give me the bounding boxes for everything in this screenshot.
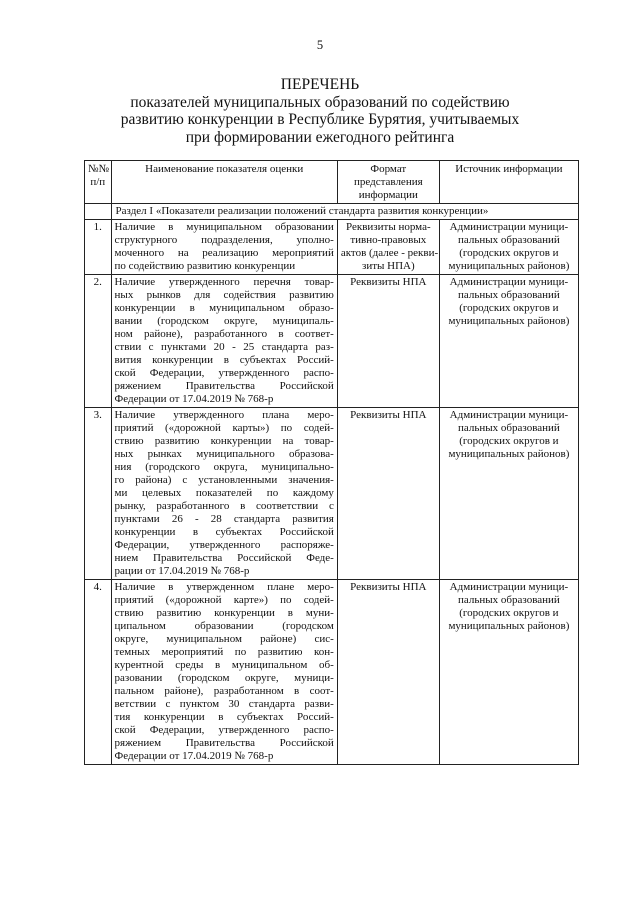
info-source [439,275,578,408]
header-format [337,161,439,204]
info-source-line: муниципальных районов) [448,315,570,327]
info-source-line: муниципальных районов) [448,448,570,460]
header-name-line: Наименование показателя оценки [145,163,304,175]
info-source-line: Администрации муници- [449,409,569,421]
table-row [85,220,579,275]
info-format [337,275,439,408]
indicator-name-line: ствию развитию конкуренции на товар- [114,435,334,447]
indicator-name-line: конкуренции в субъектах Российской [114,526,334,538]
title-line: показателей муниципальных образований по содействию [130,93,510,111]
header-source-line: Источник информации [455,163,563,175]
row-number: 4. [85,580,112,765]
indicator-name-line: го района) с установленными значения- [114,474,334,486]
indicator-name-line: ном районе), разработанного в соответ- [114,328,334,340]
header-format-line: Формат [370,163,407,175]
table-row [85,580,579,765]
indicator-name-line: по содействию развитию конкуренции [114,260,296,272]
info-source-line: Администрации муници- [449,581,569,593]
indicator-name [111,408,337,580]
header-num-line: №№ [88,163,109,175]
info-source-line: (городских округов и [459,607,559,619]
header-num [85,161,112,204]
indicator-name-line: ствии с пунктами 20 - 25 стандарта раз- [114,341,334,353]
title-line: ПЕРЕЧЕНЬ [280,76,360,93]
indicator-name-line: темных мероприятий по развитию кон- [114,646,334,658]
table-row [85,408,579,580]
indicator-name-line: тия конкуренции в субъектах Россий- [114,711,334,723]
indicator-name-line: ветствии с пунктом 30 стандарта разви- [114,698,334,710]
indicator-name-line: Наличие утвержденного перечня товар- [114,276,334,288]
indicator-name-line: ской Федерации, утвержденного распо- [114,367,334,379]
indicator-name [111,220,337,275]
indicator-name-line: ской Федерации, утвержденного распо- [114,724,334,736]
indicator-name-line: пунктами 26 - 28 стандарта развития [114,513,334,525]
row-number: 1. [85,220,112,275]
info-source-line: (городских округов и [459,302,559,314]
info-source [439,220,578,275]
title-line: при формировании ежегодного рейтинга [185,128,455,146]
header-format-line: информации [358,189,418,201]
indicator-name-line: ми целевых показателей по каждому [114,487,334,499]
section-num-cell [85,204,112,220]
info-source-line: пальных образований [458,289,560,301]
info-source-line: муниципальных районов) [448,260,570,272]
indicator-name-line: ных рынках муниципального образова- [114,448,334,460]
info-source-line: муниципальных районов) [448,620,570,632]
info-source-line: пальных образований [458,422,560,434]
section-title: Раздел I «Показатели реализации положений стандарта развития конкуренции» [111,204,578,220]
info-source-line: Администрации муници- [449,221,569,233]
indicator-name-line: структурного подразделения, уполно- [114,234,334,246]
indicator-name-line: Наличие в муниципальном образовании [114,221,334,233]
info-format-line: Реквизиты НПА [350,581,427,593]
info-format [337,408,439,580]
indicator-name-line: ряжением Правительства Российской [114,380,334,392]
indicator-name-line: рынку, разработанного в соответствии с [114,500,334,512]
indicator-name-line: ципальном образовании (городском [114,620,334,632]
document-title [0,76,640,146]
section-row [85,204,579,220]
indicator-name-line: ряжением Правительства Российской [114,737,334,749]
header-format-line: представления [353,176,423,188]
header-name [111,161,337,204]
indicator-name-line: ствию развитию конкуренции в муни- [114,607,334,619]
header-num-line: п/п [90,176,106,188]
indicator-name-line: Федерации, утвержденного распоряже- [114,539,334,551]
indicator-name-line: Федерации от 17.04.2019 № 768-р [114,750,274,762]
table-row [85,275,579,408]
indicator-name-line: Наличие в утвержденном плане меро- [114,581,334,593]
row-number: 3. [85,408,112,580]
indicator-name-line: курентной среды в муниципальном об- [114,659,334,671]
indicator-name-line: вании (городском округе, муниципаль- [114,315,334,327]
indicator-name-line: моченного на реализацию мероприятий [114,247,334,259]
indicator-name [111,275,337,408]
indicator-name-line: конкуренции в муниципальном образо- [114,302,334,314]
info-format-line: зиты НПА) [361,260,415,272]
info-source [439,408,578,580]
info-source-line: пальных образований [458,234,560,246]
indicator-name-line: нием Правительства Российской Феде- [114,552,334,564]
indicator-name-line: приятий («дорожной карте») по содей- [114,594,334,606]
title-line: развитию конкуренции в Республике Бурятия, учитываемых [120,111,520,128]
info-source-line: пальных образований [458,594,560,606]
indicator-name-line: приятий («дорожной карты») по содей- [114,422,334,434]
indicator-name-line: рации от 17.04.2019 № 768-р [114,565,250,577]
indicator-name [111,580,337,765]
indicator-name-line: ния (городского округа, муниципально- [114,461,334,473]
indicators-table [84,160,579,765]
info-source [439,580,578,765]
info-format-line: Реквизиты норма- [346,221,431,233]
row-number: 2. [85,275,112,408]
info-format-line: Реквизиты НПА [350,276,427,288]
header-source [439,161,578,204]
info-format [337,580,439,765]
indicator-name-line: округе, муниципальном районе) сис- [114,633,334,645]
indicator-name-line: ных рынков для содействия развитию [114,289,334,301]
info-format-line: Реквизиты НПА [350,409,427,421]
indicator-name-line: вития конкуренции в субъектах Россий- [114,354,334,366]
info-format-line: актов (далее - рекви- [340,247,439,259]
page-number: 5 [316,38,324,52]
indicator-name-line: пальном районе), разработанном в соот- [114,685,334,697]
indicator-name-line: разовании (городском округе, муници- [114,672,334,684]
info-source-line: (городских округов и [459,435,559,447]
info-source-line: (городских округов и [459,247,559,259]
table-header-row [85,161,579,204]
info-source-line: Администрации муници- [449,276,569,288]
indicator-name-line: Наличие утвержденного плана меро- [114,409,334,421]
indicator-name-line: Федерации от 17.04.2019 № 768-р [114,393,274,405]
info-format [337,220,439,275]
info-format-line: тивно-правовых [350,234,427,246]
